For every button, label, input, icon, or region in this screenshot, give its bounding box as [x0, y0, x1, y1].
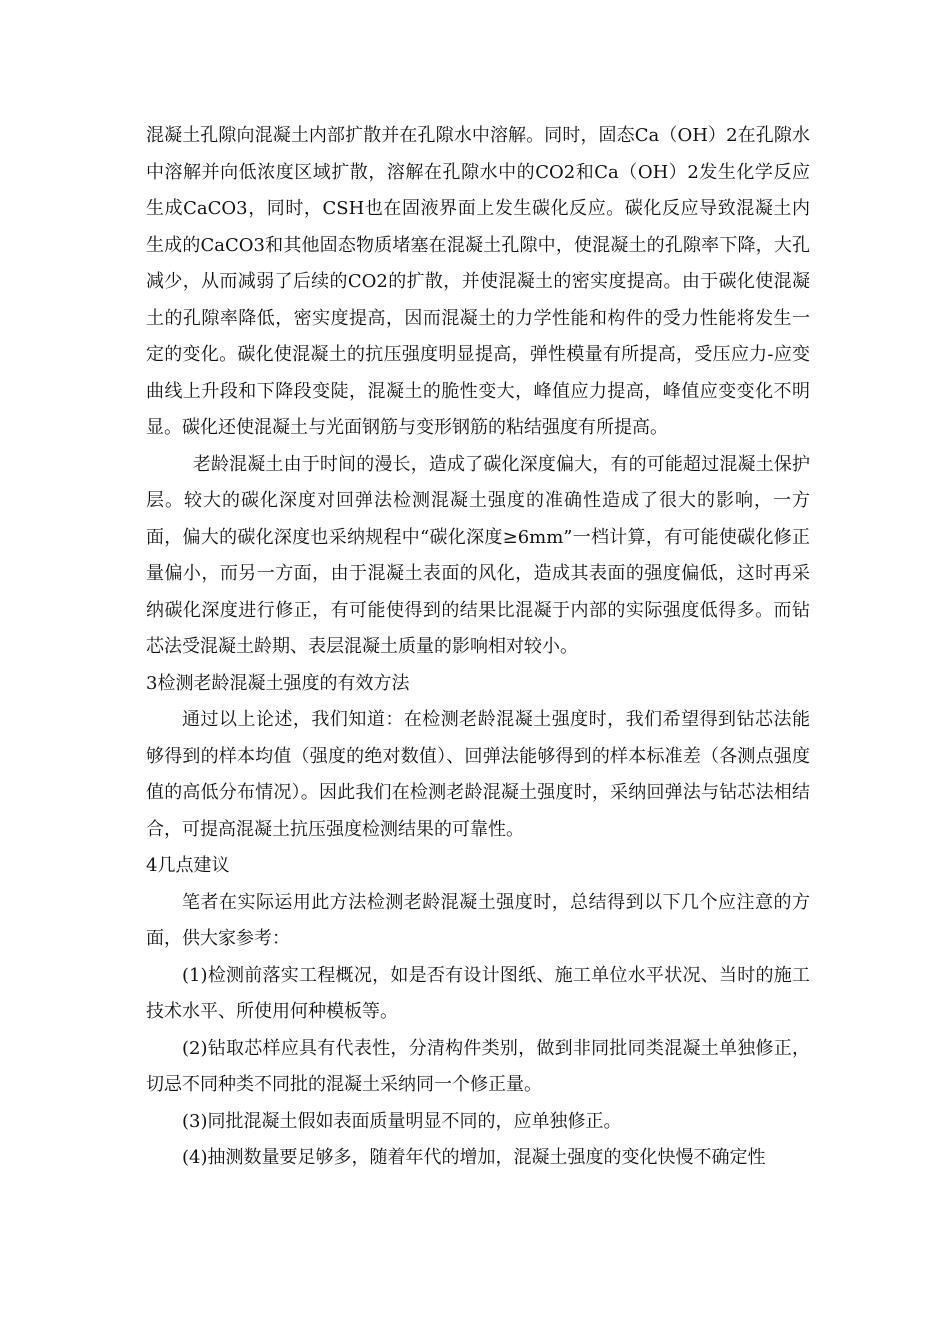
paragraph-aged-concrete: 老龄混凝土由于时间的漫长，造成了碳化深度偏大，有的可能超过混凝土保护层。较大的碳化深度对回弹法检测混凝土强度的准确性造成了很大的影响，一方面，偏大的碳化深度也采纳规程中“碳化深度≥6mm”一档计算，有可能使碳化修正量偏小，而另一方面，由于混凝土表面的风化，造成其表面的强度偏低，这时再采纳碳化深度进行修正，有可能使得到的结果比混凝于内部的实际强度低得多。而钻芯法受混凝土龄期、表层混凝土质量的影响相对较小。: [146, 453, 810, 657]
list-item-1: (1)检测前落实工程概况，如是否有设计图纸、施工单位水平状况、当时的施工技术水平、所使用何种模板等。: [146, 964, 810, 1022]
list-item-4: (4)抽测数量要足够多，随着年代的增加，混凝土强度的变化快慢不确定性: [182, 1147, 766, 1168]
paragraph-carbonation-mechanism: 混凝土孔隙向混凝土内部扩散并在孔隙水中溶解。同时，固态Ca（OH）2在孔隙水中溶解并向低浓度区域扩散，溶解在孔隙水中的CO2和Ca（OH）2发生化学反应生成CaCO3，同时，CSH也在固液界面上发生碳化反应。碳化反应导致混凝土内生成的CaCO3和其他固态物质堵塞在混凝土孔隙中，使混凝土的孔隙率下降，大孔减少，从而减弱了后续的CO2的扩散，并使混凝土的密实度提高。由于碳化使混凝土的孔隙率降低，密实度提高，因而混凝土的力学性能和构件的受力性能将发生一定的变化。碳化使混凝土的抗压强度明显提高，弹性模量有所提高，受压应力-应变曲线上升段和下降段变陡，混凝土的脆性变大，峰值应力提高，峰值应变变化不明显。碳化还使混凝土与光面钢筋与变形钢筋的粘结强度有所提高。: [146, 125, 811, 438]
list-item-2: (2)钻取芯样应具有代表性，分清构件类别，做到非同批同类混凝土单独修正，切忌不同种类不同批的混凝土采纳同一个修正量。: [146, 1037, 810, 1095]
paragraph-effective-method: 通过以上论述，我们知道：在检测老龄混凝土强度时，我们希望得到钻芯法能够得到的样本均值（强度的绝对数值）、回弹法能够得到的样本标准差（各测点强度值的高低分布情况）。因此我们在检测老龄混凝土强度时，采纳回弹法与钻芯法相结合，可提高混凝土抗压强度检测结果的可靠性。: [146, 709, 810, 840]
list-item-3: (3)同批混凝土假如表面质量明显不同的，应单独修正。: [182, 1110, 622, 1132]
document-page: [146, 118, 810, 1177]
section-heading-4: 4几点建议: [146, 855, 230, 876]
section-heading-3: 3检测老龄混凝土强度的有效方法: [146, 672, 410, 694]
paragraph-suggestions-intro: 笔者在实际运用此方法检测老龄混凝土强度时，总结得到以下几个应注意的方面，供大家参考：: [146, 891, 810, 949]
